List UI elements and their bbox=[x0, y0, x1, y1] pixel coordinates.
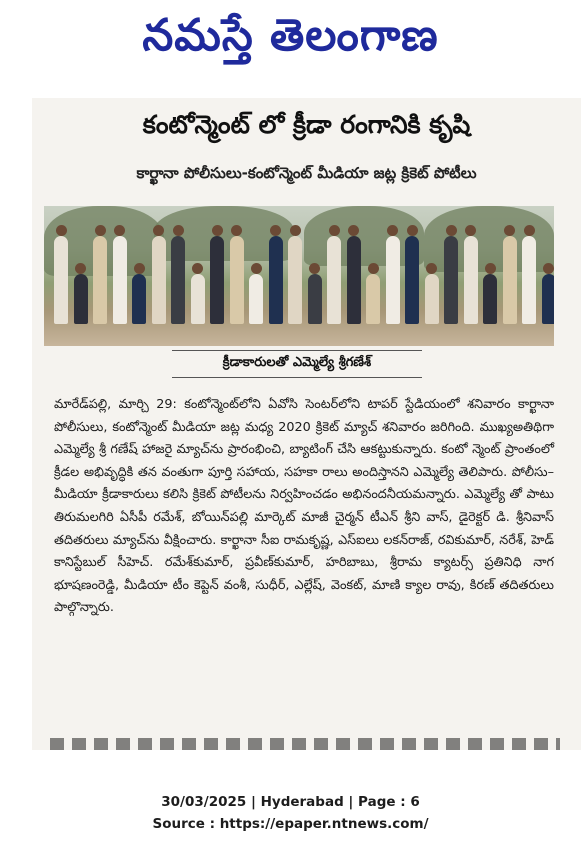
cut-off-line bbox=[50, 738, 560, 750]
masthead bbox=[0, 0, 581, 82]
dateline: 30/03/2025 | Hyderabad | Page : 6 bbox=[161, 794, 420, 810]
article-clipping bbox=[32, 98, 581, 750]
article-headline: కంటోన్మెంట్ లో క్రీడా రంగానికి కృషి bbox=[142, 110, 471, 139]
photo-caption: క్రీడాకారులతో ఎమ్మెల్యే శ్రీగణేశ్ bbox=[172, 350, 422, 378]
article-body: మారేడ్‌పల్లి, మార్చి 29: కంటోన్మెంట్‌లోని ఏవోసి సెంటర్‌లోని టాపర్ స్టేడియంలో శనివారం కార్ఖానా పోలీసులు, కంటోన్మెంట్ మీడియా జట్ల మధ్య 2020 క్రికెట్ మ్యాచ్ శనివారం జరిగింది. ముఖ్యఅతిథిగా ఎమ్మెల్యే శ్రీ గణేష్ హాజరై మ్యాచ్‌ను ప్రారంభించి, బ్యాటింగ్ చేసి ఆకట్టుకున్నారు. కంటో న్మెంట్ ప్రాంతంలో క్రీడల అభివృద్ధికి తన వంతుగా పూర్తి సహాయ, సహకా రాలు అందిస్తానని ఎమ్మెల్యే తెలిపారు. పోలీసు–మీడియా క్రీడాకారులు కలిసి క్రికెట్ పోటీలను నిర్వహించడం అభినందనీయమన్నారు. ఎమ్మెల్యే తో పాటు తిరుమలగిరి ఏసీపీ రమేశ్, బోయిన్‌పల్లి మార్కెట్ మాజీ చైర్మన్ టీఎన్ శ్రీని వాస్, డైరెక్టర్ డి. శ్రీనివాస్ తదితరులు మ్యాచ్‌ను వీక్షించారు. కార్ఖానా సీఐ రామకృష్ణ, ఎస్ఐలు లకన్‌రాజ్, రవికుమార్, నరేశ్, హెడ్ కానిస్టేబుల్ సీహెచ్. రమేశ్‌కుమార్, ప్రవీణ్‌కుమార్, హరిబాబు, శ్రీరామ క్యాటర్స్ ప్రతినిధి నాగ భూషణంరెడ్డి, మీడియా టీం కెప్టెన్ వంశీ, సుధీర్, ఎల్లేష్, వెంకట్, మాణి క్యాల రావు, కిరణ్ తదితరులు పాల్గొన్నారు. bbox=[54, 397, 554, 616]
newspaper-logo: నమస్తే తెలంగాణ bbox=[142, 10, 439, 61]
source-link: Source : https://epaper.ntnews.com/ bbox=[152, 816, 429, 832]
team-photo bbox=[44, 206, 554, 346]
article-subheadline: కార్ఖానా పోలీసులు-కంటోన్మెంట్ మీడియా జట్ల క్రికెట్ పోటీలు bbox=[136, 164, 477, 182]
